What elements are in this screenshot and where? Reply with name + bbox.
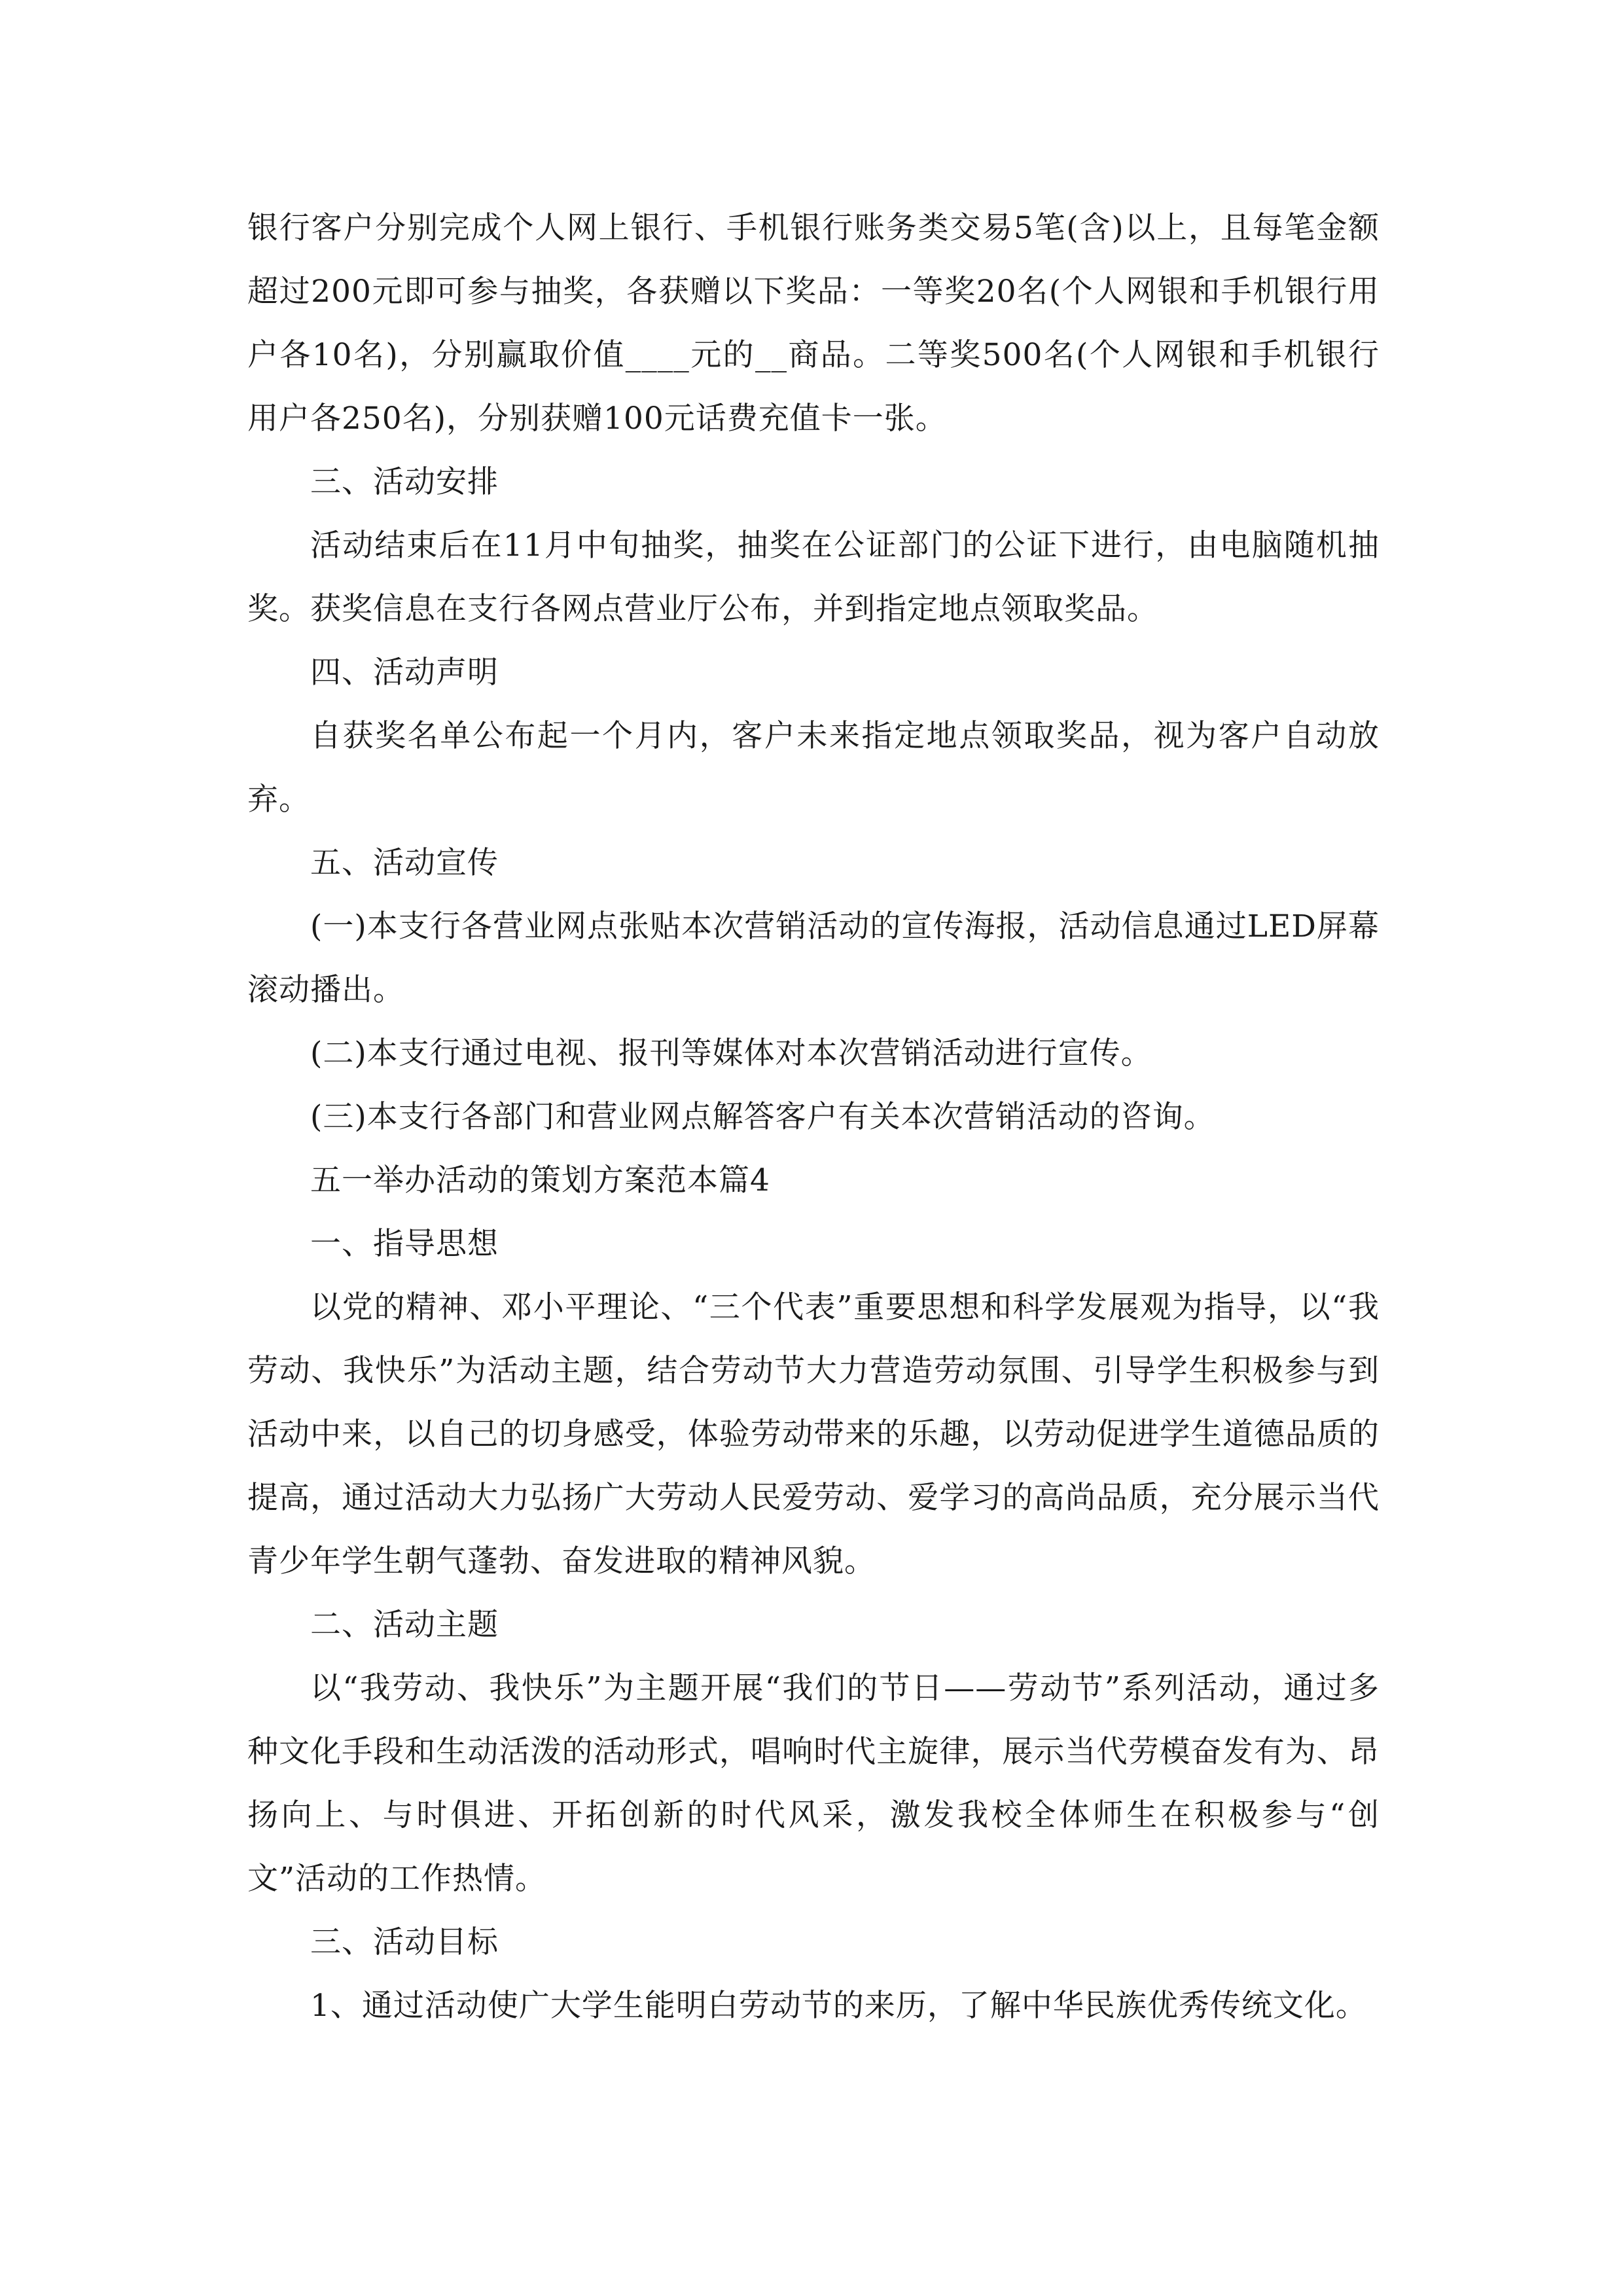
paragraph-activity-goal-1: 1、通过活动使广大学生能明白劳动节的来历，了解中华民族优秀传统文化。 bbox=[310, 1988, 1367, 2024]
heading-activity-statement: 四、活动声明 bbox=[310, 655, 499, 691]
heading-activity-promotion: 五、活动宣传 bbox=[310, 845, 499, 881]
paragraph-promotion-1: (一)本支行各营业网点张贴本次营销活动的宣传海报，活动信息通过LED屏幕滚动播出。 bbox=[247, 908, 1380, 1008]
paragraph-activity-statement: 自获奖名单公布起一个月内，客户未来指定地点领取奖品，视为客户自动放弃。 bbox=[247, 718, 1380, 817]
paragraph-activity-arrangement: 活动结束后在11月中旬抽奖，抽奖在公证部门的公证下进行，由电脑随机抽奖。获奖信息在支行各网点营业厅公布，并到指定地点领取奖品。 bbox=[247, 528, 1380, 627]
heading-activity-goals: 三、活动目标 bbox=[310, 1924, 499, 1960]
heading-guiding-ideology: 一、指导思想 bbox=[310, 1226, 499, 1262]
paragraph-promotion-2: (二)本支行通过电视、报刊等媒体对本次营销活动进行宣传。 bbox=[310, 1035, 1152, 1071]
paragraph-activity-theme: 以“我劳动、我快乐”为主题开展“我们的节日——劳动节”系列活动，通过多种文化手段和生动活泼的活动形式，唱响时代主旋律，展示当代劳模奋发有为、昂扬向上、与时俱进、开拓创新的时代风采，激发我校全体师生在积极参与“创文”活动的工作热情。 bbox=[247, 1670, 1380, 1897]
heading-activity-theme: 二、活动主题 bbox=[310, 1607, 499, 1643]
paragraph-prize-rules: 银行客户分别完成个人网上银行、手机银行账务类交易5笔(含)以上，且每笔金额超过200元即可参与抽奖，各获赠以下奖品：一等奖20名(个人网银和手机银行用户各10名)，分别赢取价值____元的__商品。二等奖500名(个人网银和手机银行用户各250名)，分别获赠100元话费充值卡一张。 bbox=[247, 210, 1380, 437]
paragraph-promotion-3: (三)本支行各部门和营业网点解答客户有关本次营销活动的咨询。 bbox=[310, 1099, 1215, 1135]
paragraph-guiding-ideology: 以党的精神、邓小平理论、“三个代表”重要思想和科学发展观为指导，以“我劳动、我快乐”为活动主题，结合劳动节大力营造劳动氛围、引导学生积极参与到活动中来，以自己的切身感受，体验劳动带来的乐趣，以劳动促进学生道德品质的提高，通过活动大力弘扬广大劳动人民爱劳动、爱学习的高尚品质，充分展示当代青少年学生朝气蓬勃、奋发进取的精神风貌。 bbox=[247, 1289, 1380, 1579]
heading-plan-title-4: 五一举办活动的策划方案范本篇4 bbox=[310, 1162, 770, 1198]
heading-activity-arrangement: 三、活动安排 bbox=[310, 464, 499, 500]
document-page bbox=[247, 196, 1380, 2037]
